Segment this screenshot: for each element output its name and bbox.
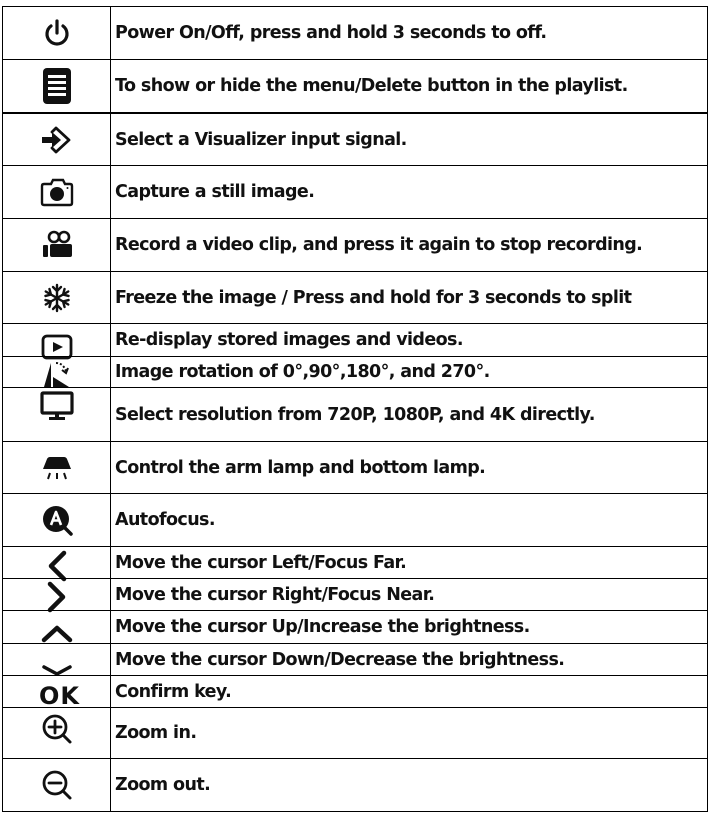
- table-row-capture: [3, 165, 707, 218]
- icon-cell: [3, 324, 111, 356]
- row-description: Capture a still image.: [115, 182, 315, 202]
- snowflake-icon: [42, 283, 72, 313]
- row-description: Move the cursor Down/Decrease the brightness.: [115, 649, 565, 670]
- icon-cell: [3, 759, 111, 811]
- chevron-up-icon: [40, 624, 74, 644]
- row-description: Freeze the image / Press and hold for 3 seconds to split: [115, 287, 632, 308]
- autofocus-icon: [41, 504, 73, 536]
- row-description: Confirm key.: [115, 681, 232, 702]
- table-row-down: [3, 643, 707, 675]
- icon-cell: [3, 272, 111, 323]
- icon-cell: [3, 676, 111, 710]
- table-row-zoom-out: [3, 758, 707, 811]
- lamp-icon: [42, 455, 72, 481]
- icon-cell: [3, 494, 111, 546]
- row-description: Move the cursor Left/Focus Far.: [115, 552, 407, 573]
- table-row-lamp: [3, 441, 707, 493]
- zoom-in-icon: [41, 713, 73, 745]
- ok-icon: OK: [39, 682, 80, 710]
- table-row-playback: [3, 323, 707, 356]
- icon-cell: [3, 644, 111, 675]
- icon-cell: [3, 442, 111, 493]
- row-description: Control the arm lamp and bottom lamp.: [115, 457, 486, 478]
- row-description: Power On/Off, press and hold 3 seconds to off.: [115, 23, 547, 43]
- table-row-power: [3, 7, 707, 59]
- input-signal-icon: [40, 125, 74, 155]
- table-row-resolution: [3, 387, 707, 441]
- rotation-icon: [41, 359, 73, 389]
- row-description: Select a Visualizer input signal.: [115, 129, 407, 150]
- table-row-zoom-in: [3, 707, 707, 758]
- table-row-menu: [3, 59, 707, 112]
- row-description: Autofocus.: [115, 510, 215, 530]
- video-camera-icon: [40, 230, 74, 260]
- row-description: Zoom out.: [115, 775, 211, 795]
- icon-cell: [3, 579, 111, 610]
- icon-cell: [3, 388, 111, 441]
- icon-cell: [3, 547, 111, 578]
- table-row-right: [3, 578, 707, 610]
- camera-icon: [41, 177, 73, 207]
- row-description: Move the cursor Up/Increase the brightness.: [115, 617, 530, 637]
- icon-cell: [3, 166, 111, 218]
- menu-list-icon: [42, 68, 72, 104]
- icon-cell: [3, 357, 111, 387]
- row-description: To show or hide the menu/Delete button in the playlist.: [115, 76, 628, 96]
- table-row-record: [3, 218, 707, 271]
- row-description: Zoom in.: [115, 723, 197, 743]
- row-description: Image rotation of 0°,90°,180°, and 270°.: [115, 362, 490, 382]
- table-row-rotation: [3, 356, 707, 387]
- row-description: Select resolution from 720P, 1080P, and 4K directly.: [115, 404, 595, 425]
- monitor-icon: [40, 391, 74, 421]
- zoom-out-icon: [41, 769, 73, 801]
- table-row-input: [3, 112, 707, 165]
- icon-cell: [3, 7, 111, 59]
- row-description: Move the cursor Right/Focus Near.: [115, 584, 435, 605]
- table-row-autofocus: [3, 493, 707, 546]
- table-row-ok: [3, 675, 707, 710]
- table-row-freeze: [3, 271, 707, 323]
- icon-cell: [3, 611, 111, 643]
- icon-cell: [3, 114, 111, 165]
- table-row-up: [3, 610, 707, 643]
- icon-cell: [3, 60, 111, 112]
- table-row-left: [3, 546, 707, 578]
- row-description: Re-display stored images and videos.: [115, 330, 463, 350]
- power-icon: [42, 18, 72, 48]
- icon-cell: [3, 219, 111, 271]
- row-description: Record a video clip, and press it again to stop recording.: [115, 235, 643, 255]
- button-function-table: [2, 6, 708, 812]
- icon-cell: [3, 708, 111, 758]
